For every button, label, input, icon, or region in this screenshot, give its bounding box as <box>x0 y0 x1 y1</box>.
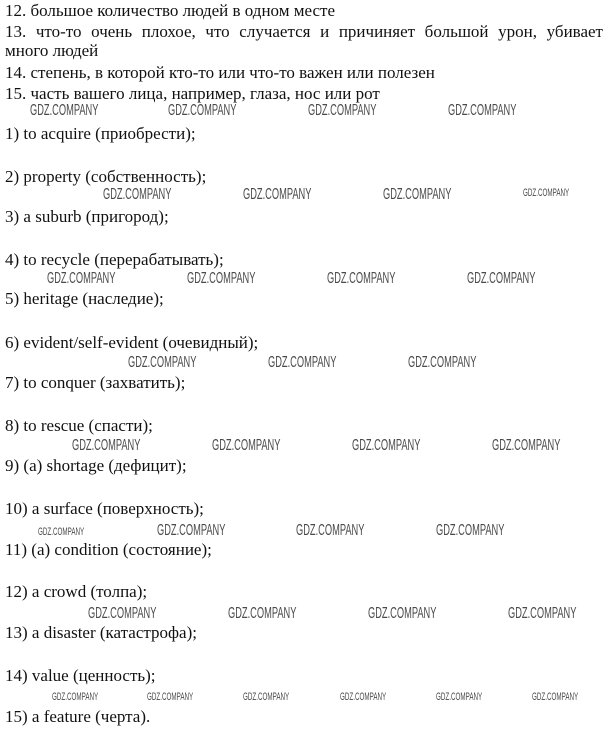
definition-14: 14. степень, в которой кто-то или что-то важен или полезен <box>5 63 435 82</box>
vocab-item-1: 1) to acquire (приобрести); <box>5 124 196 143</box>
definition-13-line-1: 13. что-то очень плохое, что случается и причиняет большой урон, убивает <box>5 22 603 41</box>
watermark: GDZ.COMPANY <box>467 270 536 287</box>
watermark: GDZ.COMPANY <box>352 437 421 454</box>
vocab-item-14: 14) value (ценность); <box>5 666 156 685</box>
definition-13-line-2: много людей <box>5 41 99 60</box>
vocab-item-6: 6) evident/self-evident (очевидный); <box>5 333 259 352</box>
watermark: GDZ.COMPANY <box>30 102 99 119</box>
watermark: GDZ.COMPANY <box>327 270 396 287</box>
watermark: GDZ.COMPANY <box>448 102 517 119</box>
watermark: GDZ.COMPANY <box>72 437 141 454</box>
vocab-item-5: 5) heritage (наследие); <box>5 289 164 308</box>
vocab-item-13: 13) a disaster (катастрофа); <box>5 623 197 642</box>
watermark: GDZ.COMPANY <box>532 691 579 703</box>
watermark: GDZ.COMPANY <box>103 186 172 203</box>
vocab-item-3: 3) a suburb (пригород); <box>5 207 169 226</box>
watermark: GDZ.COMPANY <box>47 270 116 287</box>
watermark: GDZ.COMPANY <box>436 522 505 539</box>
vocab-item-9: 9) (a) shortage (дефицит); <box>5 456 187 475</box>
vocab-item-2: 2) property (собственность); <box>5 167 207 186</box>
watermark: GDZ.COMPANY <box>340 691 387 703</box>
watermark: GDZ.COMPANY <box>88 605 157 622</box>
watermark: GDZ.COMPANY <box>228 605 297 622</box>
watermark: GDZ.COMPANY <box>38 526 85 538</box>
watermark: GDZ.COMPANY <box>408 354 477 371</box>
watermark: GDZ.COMPANY <box>212 437 281 454</box>
watermark: GDZ.COMPANY <box>128 354 197 371</box>
watermark: GDZ.COMPANY <box>436 691 483 703</box>
watermark: GDZ.COMPANY <box>187 270 256 287</box>
watermark: GDZ.COMPANY <box>296 522 365 539</box>
watermark: GDZ.COMPANY <box>168 102 237 119</box>
watermark: GDZ.COMPANY <box>52 691 99 703</box>
watermark: GDZ.COMPANY <box>308 102 377 119</box>
vocab-item-7: 7) to conquer (захватить); <box>5 373 186 392</box>
vocab-item-11: 11) (a) condition (состояние); <box>5 540 212 559</box>
vocab-item-8: 8) to rescue (спасти); <box>5 416 153 435</box>
definition-12: 12. большое количество людей в одном месте <box>5 1 335 20</box>
vocab-item-10: 10) a surface (поверхность); <box>5 499 204 518</box>
watermark: GDZ.COMPANY <box>368 605 437 622</box>
watermark: GDZ.COMPANY <box>157 522 226 539</box>
watermark: GDZ.COMPANY <box>523 187 570 199</box>
vocab-item-4: 4) to recycle (перерабатывать); <box>5 250 224 269</box>
watermark: GDZ.COMPANY <box>508 605 577 622</box>
vocab-item-15: 15) a feature (черта). <box>5 707 151 726</box>
vocab-item-12: 12) a crowd (толпа); <box>5 582 148 601</box>
watermark: GDZ.COMPANY <box>492 437 561 454</box>
watermark: GDZ.COMPANY <box>268 354 337 371</box>
watermark: GDZ.COMPANY <box>243 186 312 203</box>
watermark: GDZ.COMPANY <box>383 186 452 203</box>
watermark: GDZ.COMPANY <box>147 691 194 703</box>
definition-15: 15. часть вашего лица, например, глаза, нос или рот <box>5 84 380 103</box>
watermark: GDZ.COMPANY <box>243 691 290 703</box>
